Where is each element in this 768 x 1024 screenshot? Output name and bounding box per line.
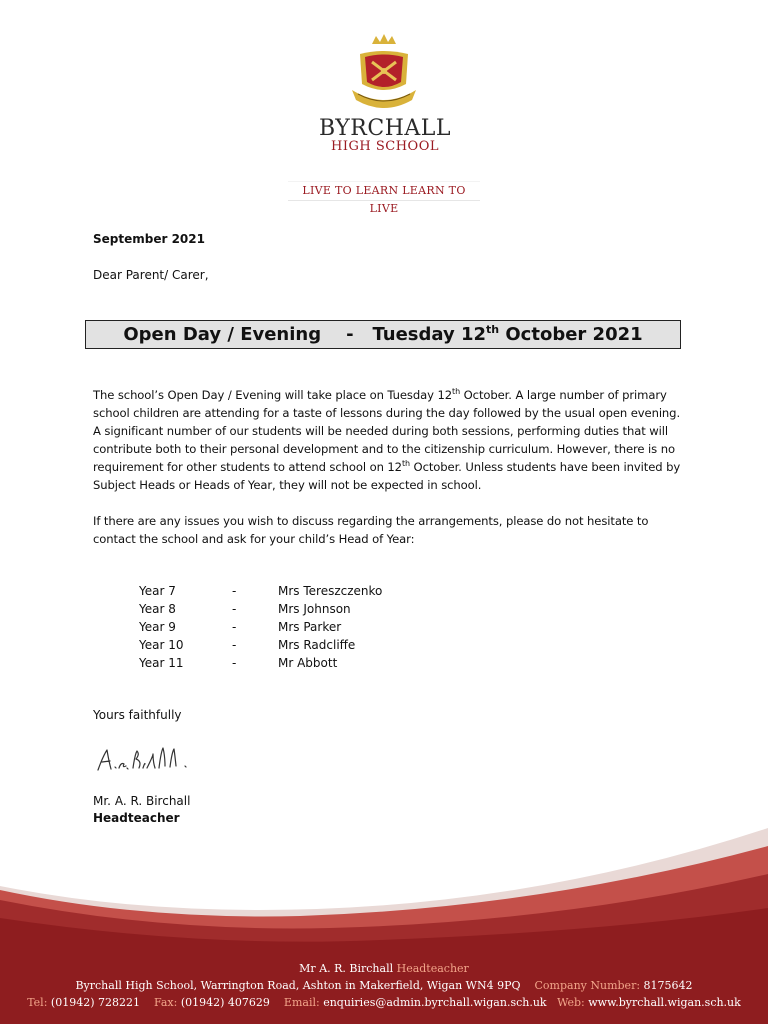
para1-part-b: October. A large number of primary school children are attending for a taste of lessons during the day followed by the usual open evening. A significant number of our students will be needed during both sessions, performing duties that will contribute both to their personal development and to the citizenship curriculum. However, there is no requirement for other students to attend school on 12: [93, 388, 681, 474]
list-item: [139, 636, 439, 654]
letter-closing: Yours faithfully: [93, 708, 182, 722]
separator-dash: -: [232, 620, 237, 634]
footer-company-label: Company Number:: [534, 979, 641, 992]
list-item: [139, 582, 439, 600]
signer-name: Mr. A. R. Birchall: [93, 794, 191, 808]
school-name: BYRCHALL: [319, 116, 451, 141]
footer-web-link[interactable]: www.byrchall.wigan.sch.uk: [588, 996, 741, 1009]
separator-dash: -: [232, 656, 237, 670]
footer-company-number: 8175642: [643, 979, 693, 992]
footer-tel-value: (01942) 728221: [50, 996, 140, 1009]
footer-headteacher-line: [0, 962, 768, 975]
footer-web-label: Web:: [557, 996, 585, 1009]
letter-title: [85, 320, 681, 349]
list-item: [139, 654, 439, 672]
school-crest-logo: [346, 32, 422, 112]
list-item: [139, 618, 439, 636]
letter-date: September 2021: [93, 232, 205, 246]
footer-wave-banner: [0, 828, 768, 1024]
para1-part-c: October. Unless students have been invited by Subject Heads or Heads of Year, they will not be expected in school.: [93, 460, 681, 492]
year-label: Year 7: [139, 584, 176, 598]
footer-tel-label: Tel:: [27, 996, 48, 1009]
title-tail: October 2021: [499, 324, 643, 345]
paragraph-open-day: [93, 386, 683, 494]
signer-title: Headteacher: [93, 811, 180, 825]
year-label: Year 11: [139, 656, 184, 670]
separator-dash: -: [232, 638, 237, 652]
separator-dash: -: [232, 584, 237, 598]
head-of-year-name: Mrs Johnson: [278, 602, 351, 616]
separator-dash: -: [232, 602, 237, 616]
head-of-year-name: Mr Abbott: [278, 656, 338, 670]
para1-sup-1: th: [452, 387, 461, 397]
list-item: [139, 600, 439, 618]
footer-email-link[interactable]: enquiries@admin.byrchall.wigan.sch.uk: [323, 996, 547, 1009]
letter-body: [93, 386, 683, 548]
school-subtitle: HIGH SCHOOL: [331, 139, 439, 154]
paragraph-contact: If there are any issues you wish to discuss regarding the arrangements, please do not hesitate to contact the school and ask for your child’s Head of Year:: [93, 514, 649, 546]
footer-headteacher-name: Mr A. R. Birchall: [299, 962, 394, 975]
letter-salutation: Dear Parent/ Carer,: [93, 268, 209, 282]
head-of-year-name: Mrs Parker: [278, 620, 342, 634]
footer-email-label: Email:: [283, 996, 320, 1009]
title-main: Open Day / Evening - Tuesday 12: [123, 324, 487, 345]
year-label: Year 10: [139, 638, 184, 652]
footer-address: Byrchall High School, Warrington Road, Ashton in Makerfield, Wigan WN4 9PQ: [75, 979, 521, 992]
para1-part-a: The school’s Open Day / Evening will take place on Tuesday 12: [93, 388, 453, 402]
handwritten-signature: [95, 742, 210, 776]
footer-contact-line: [0, 996, 768, 1009]
footer-headteacher-role: Headteacher: [396, 962, 469, 975]
head-of-year-name: Mrs Radcliffe: [278, 638, 356, 652]
year-label: Year 8: [139, 602, 176, 616]
footer-fax-label: Fax:: [153, 996, 178, 1009]
year-label: Year 9: [139, 620, 176, 634]
title-sup: th: [486, 323, 500, 336]
head-of-year-name: Mrs Tereszczenko: [278, 584, 383, 598]
footer-address-line: [0, 979, 768, 992]
footer-fax-value: (01942) 407629: [180, 996, 270, 1009]
heads-of-year-list: [139, 582, 439, 672]
school-motto: LIVE TO LEARN LEARN TO LIVE: [288, 181, 480, 201]
para1-sup-2: th: [401, 459, 410, 469]
